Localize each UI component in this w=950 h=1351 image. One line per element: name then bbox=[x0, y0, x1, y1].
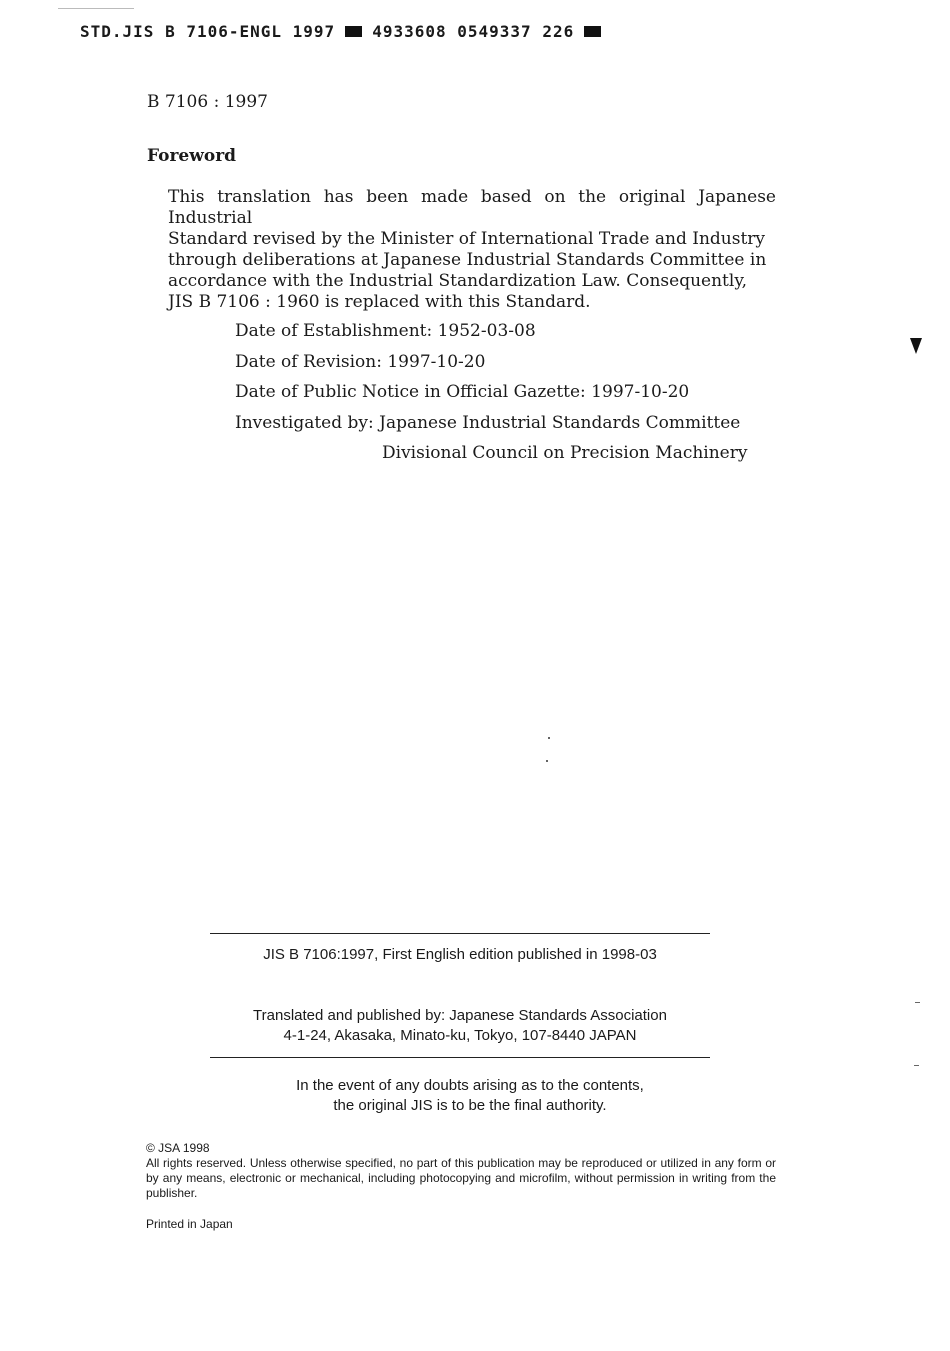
divider-bottom bbox=[210, 1057, 710, 1058]
investigated-by: Investigated by: Japanese Industrial Standards Committee bbox=[235, 412, 741, 433]
scan-top-line bbox=[58, 8, 134, 9]
translated-by: Translated and published by: Japanese Standards Association bbox=[253, 1007, 667, 1024]
date-establishment: Date of Establishment: 1952-03-08 bbox=[235, 321, 536, 341]
foreword-paragraph bbox=[168, 187, 776, 313]
scan-speck bbox=[915, 1002, 920, 1003]
dates-block bbox=[235, 321, 747, 474]
date-revision: Date of Revision: 1997-10-20 bbox=[235, 351, 486, 372]
authority-line: the original JIS is to be the final authority. bbox=[333, 1097, 607, 1114]
divider-top bbox=[210, 933, 710, 934]
rights-statement: All rights reserved. Unless otherwise specified, no part of this publication may be reproduced or utilized in any form or by any means, electronic or mechanical, including photocopying and microfilm, without permission in writing from the publisher. bbox=[146, 1156, 776, 1200]
document-code-header bbox=[80, 22, 611, 41]
copyright-notice: © JSA 1998 bbox=[146, 1141, 210, 1155]
barcode-number: 4933608 0549337 226 bbox=[372, 22, 575, 41]
printed-in: Printed in Japan bbox=[146, 1217, 233, 1231]
divisional-council: Divisional Council on Precision Machinery bbox=[382, 443, 748, 463]
black-block-mark bbox=[345, 26, 362, 37]
edition-line: JIS B 7106:1997, First English edition published in 1998-03 bbox=[263, 946, 657, 963]
publisher-address: 4-1-24, Akasaka, Minato-ku, Tokyo, 107-8440 JAPAN bbox=[283, 1027, 637, 1044]
std-code: STD.JIS B 7106-ENGL 1997 bbox=[80, 22, 336, 41]
foreword-line: Standard revised by the Minister of International Trade and Industry bbox=[168, 229, 766, 249]
scan-mark-icon bbox=[910, 338, 922, 354]
foreword-line: accordance with the Industrial Standardization Law. Consequently, bbox=[168, 271, 748, 291]
date-public-notice: Date of Public Notice in Official Gazette: 1997-10-20 bbox=[235, 382, 690, 402]
standard-number: B 7106 : 1997 bbox=[147, 92, 268, 112]
scan-speck bbox=[548, 737, 550, 739]
foreword-line: This translation has been made based on the original Japanese Industrial bbox=[168, 187, 776, 228]
scan-speck bbox=[546, 760, 548, 762]
foreword-line: through deliberations at Japanese Industrial Standards Committee in bbox=[168, 250, 767, 270]
foreword-line: JIS B 7106 : 1960 is replaced with this Standard. bbox=[168, 292, 591, 312]
copyright-block bbox=[146, 1141, 776, 1201]
authority-note bbox=[210, 1076, 730, 1116]
authority-line: In the event of any doubts arising as to the contents, bbox=[296, 1077, 644, 1094]
black-block-mark bbox=[584, 26, 601, 37]
foreword-heading: Foreword bbox=[147, 146, 237, 166]
scan-speck bbox=[914, 1065, 919, 1066]
publisher-block bbox=[210, 1006, 710, 1046]
